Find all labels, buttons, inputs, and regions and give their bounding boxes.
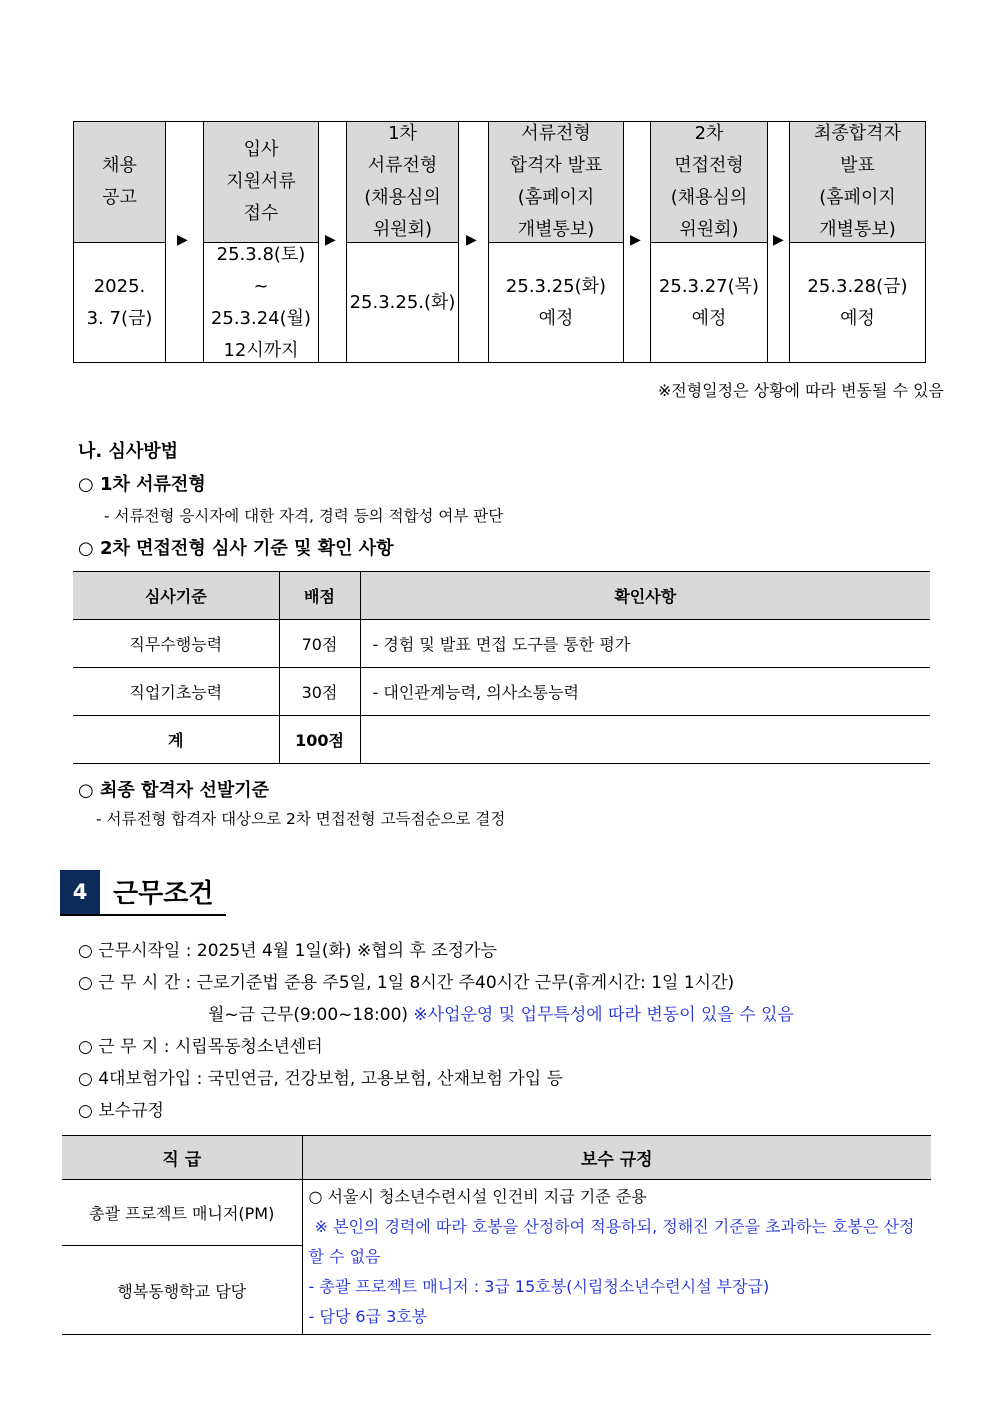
col-rank: 직 급 [62,1136,302,1180]
criteria-cell: 직무수행능력 [73,620,279,668]
criteria-cell: 직업기초능력 [73,668,279,716]
arrow-right-icon: ▶ [325,232,336,248]
rank-cell-staff: 행복동행학교 담당 [62,1246,302,1335]
col-pay-rule: 보수 규정 [302,1136,931,1180]
work-hours-days: 월~금 근무(9:00~18:00) [208,1005,409,1025]
step2-title: ○ 2차 면접전형 심사 기준 및 확인 사항 [78,538,394,559]
total-label: 계 [73,716,279,764]
check-cell: - 대인관계능력, 의사소통능력 [360,668,930,716]
col-score: 배점 [279,572,360,620]
schedule-date-5: 25.3.27(목) 예정 [650,242,768,363]
pay-rule-pm: - 총괄 프로젝트 매니저 : 3급 15호봉(시립청소년수련시설 부장급) [308,1277,770,1296]
pay-rule-note: ※ 본인의 경력에 따라 호봉을 산정하여 적용하되, 정해진 기준을 초과하는 호봉은 산정할 수 없음 [308,1217,915,1266]
final-title: ○ 최종 합격자 선발기준 [78,780,269,801]
final-desc: - 서류전형 합격자 대상으로 2차 면접전형 고득점순으로 결정 [96,810,506,828]
schedule-header-1: 채용 공고 [73,121,166,243]
total-check [360,716,930,764]
pay-rule-item: ○ 보수규정 [78,1101,164,1121]
schedule-header-6: 최종합격자 발표 (홈페이지 개별통보) [789,121,926,243]
schedule-note: ※전형일정은 상황에 따라 변동될 수 있음 [657,381,944,400]
pay-rule-staff: - 담당 6급 3호봉 [308,1307,428,1326]
schedule-header-2: 입사 지원서류 접수 [203,121,319,243]
section-title: 근무조건 [113,879,214,909]
work-place-item: ○ 근 무 지 : 시립목동청소년센터 [78,1037,323,1057]
arrow-right-icon: ▶ [630,232,641,248]
pay-table [62,1135,931,1335]
section-title-underline [60,914,226,916]
arrow-right-icon: ▶ [466,232,477,248]
work-hours-line2 [208,1000,794,1025]
schedule-date-2: 25.3.8(토) ~ 25.3.24(월) 12시까지 [203,242,319,363]
pay-rule-cell [302,1180,931,1335]
rank-cell-pm: 총괄 프로젝트 매니저(PM) [62,1180,302,1246]
total-score: 100점 [279,716,360,764]
schedule-date-3: 25.3.25.(화) [346,242,459,363]
arrow-right-icon: ▶ [773,232,784,248]
col-check: 확인사항 [360,572,930,620]
interview-criteria-table [73,571,930,764]
pay-rule-main: ○ 서울시 청소년수련시설 인건비 지급 기준 준용 [308,1187,647,1206]
work-start-item: ○ 근무시작일 : 2025년 4월 1일(화) ※협의 후 조정가능 [78,941,497,961]
review-title: 나. 심사방법 [78,441,179,462]
schedule-header-3: 1차 서류전형 (채용심의 위원회) [346,121,459,243]
arrow-right-icon: ▶ [177,232,188,248]
score-cell: 70점 [279,620,360,668]
step1-desc: - 서류전형 응시자에 대한 자격, 경력 등의 적합성 여부 판단 [104,507,504,525]
step1-title: ○ 1차 서류전형 [78,474,206,495]
check-cell: - 경험 및 발표 면접 도구를 통한 평가 [360,620,930,668]
schedule-header-4: 서류전형 합격자 발표 (홈페이지 개별통보) [488,121,624,243]
insurance-item: ○ 4대보험가입 : 국민연금, 건강보험, 고용보험, 산재보험 가입 등 [78,1069,563,1089]
schedule-date-6: 25.3.28(금) 예정 [789,242,926,363]
work-hours-item: ○ 근 무 시 간 : 근로기준법 준용 주5일, 1일 8시간 주40시간 근무(휴게시간: 1일 1시간) [78,973,735,993]
schedule-date-4: 25.3.25(화) 예정 [488,242,624,363]
schedule-date-1: 2025. 3. 7(금) [73,242,166,363]
work-hours-note: ※사업운영 및 업무특성에 따라 변동이 있을 수 있음 [413,1005,794,1025]
score-cell: 30점 [279,668,360,716]
col-criteria: 심사기준 [73,572,279,620]
section-number-badge: 4 [60,870,100,914]
schedule-header-5: 2차 면접전형 (채용심의 위원회) [650,121,768,243]
